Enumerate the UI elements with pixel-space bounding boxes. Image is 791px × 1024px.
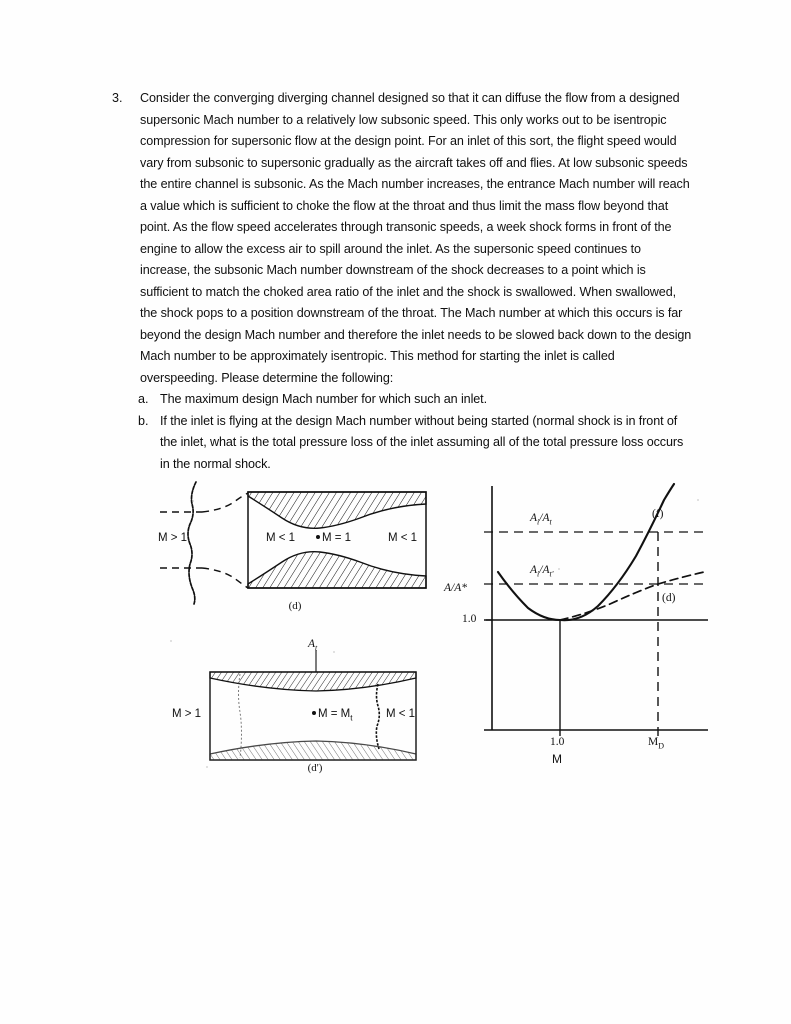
chart-ytick-1-text: 1.0 — [462, 613, 477, 625]
scan-speck — [697, 499, 699, 501]
subitem-b-text: If the inlet is flying at the design Mach number without being started (normal shock is in front of the inlet, what is the total pressure loss of the inlet assuming all of the total pressure loss occurs in the normal shock. — [160, 413, 684, 471]
chart-ylabel — [444, 582, 467, 594]
subitem-b-marker: b. — [138, 413, 149, 428]
chart-annotation-f — [652, 508, 664, 520]
inlet-plane-line — [239, 674, 242, 758]
chart-annotation-Ai-Atprime: $A_i/A_{t'}$ — [530, 564, 554, 579]
upper-wall-hatch — [248, 492, 426, 528]
figure-d-caption: (d) — [288, 600, 302, 612]
scan-speck — [170, 640, 172, 642]
chart-xlabel — [552, 752, 562, 766]
figure-d-label-exit: M < 1 — [388, 532, 418, 544]
normal-shock-line — [376, 684, 379, 749]
subitem-a-text: The maximum design Mach number for which such an inlet. — [160, 392, 487, 406]
figure-d-label-throat — [316, 532, 351, 544]
figure-d-label-upstream: M > 1 — [158, 532, 188, 544]
atprime-subscript: t' — [549, 569, 554, 579]
figure-d-label-inlet: M < 1 — [266, 532, 296, 544]
upper-wall-hatch-dprime — [210, 672, 416, 691]
chart-annotation-d — [662, 592, 675, 604]
curve-isentropic-area-ratio — [498, 484, 674, 620]
chart-ylabel-text: A/A* — [444, 582, 467, 594]
chart-xtick-1-text: 1.0 — [550, 736, 565, 748]
figure-dprime-swallowed-shock — [172, 638, 430, 795]
chart-axes — [484, 486, 708, 736]
problem-block — [112, 88, 692, 475]
figure-dprime-label-center — [312, 708, 353, 722]
lower-wall-hatch — [248, 552, 426, 588]
chart-reference-lines — [484, 532, 708, 730]
scan-speck — [558, 568, 560, 570]
ai-subscript: i — [537, 517, 540, 527]
streamtube-lower — [202, 568, 248, 588]
figure-area-ratio-chart — [444, 480, 715, 770]
figure-dprime-label-exit: M < 1 — [386, 708, 416, 720]
problem-main — [112, 88, 692, 389]
figure-dprime-center-text: M = M — [318, 708, 351, 720]
scan-speck — [192, 500, 194, 502]
figure-dprime-caption: (d') — [307, 762, 323, 774]
figure-d-throat-text: M = 1 — [322, 532, 352, 544]
center-point-marker — [312, 711, 316, 715]
figure-d-converging-diverging-channel — [160, 480, 430, 620]
problem-number: 3. — [112, 91, 123, 105]
chart-xtick-1 — [550, 736, 564, 748]
subitem-a-marker: a. — [138, 392, 149, 406]
chart-xtick-md-subscript: D — [658, 741, 665, 751]
streamtube-upper — [202, 493, 248, 512]
throat-area-subscript: t — [315, 643, 318, 653]
figure-dprime-center-subscript: t — [350, 713, 353, 723]
at-subscript: t — [549, 517, 552, 527]
chart-xtick-md: $M_D$ — [648, 736, 665, 751]
subitem-a — [138, 389, 692, 411]
problem-subitems — [112, 389, 692, 475]
figure-panel — [150, 480, 720, 800]
problem-text: Consider the converging diverging channel designed so that it can diffuse the flow from a designed supersonic Mach number to a relatively low subsonic speed. This only works out to be isentropic compression for supersonic flow at the design point. For an inlet of this sort, the flight speed would vary from subsonic to supersonic gradually as the aircraft takes off and flies. At low subsonic speeds the entire channel is subsonic. As the Mach number increases, the entrance Mach number will reach a value which is sufficient to choke the flow at the throat and thus limit the mass flow beyond that point. As the flow speed accelerates through transonic speeds, a week shock forms in front of the engine to allow the excess air to spill around the inlet. As the supersonic speed continues to increase, the subsonic Mach number downstream of the shock decreases to a point which is sufficient to match the choked area ratio of the inlet and the shock is swallowed. When swallowed, the shock pops to a position downstream of the throat. The Mach number at which this occurs is far beyond the design Mach number and therefore the inlet needs to be slowed back down to the design Mach number to be approximately isentropic. This method for starting the inlet is called overspeeding. Please determine the following: — [140, 91, 692, 385]
scan-speck — [206, 766, 208, 768]
chart-annotation-d-text: (d) — [662, 592, 676, 604]
subitem-b — [138, 411, 692, 476]
chart-xlabel-text: M — [552, 752, 562, 766]
area-ratio-chart-drawing — [450, 480, 715, 770]
chart-annotation-Ai-At: $A_i/A_t$ — [530, 512, 552, 527]
curve-unstarted-branch — [560, 572, 704, 620]
scan-speck — [333, 651, 335, 653]
chart-annotation-f-text: (f) — [652, 508, 664, 520]
figure-dprime-throat-area-label — [308, 638, 317, 652]
chart-ytick-1 — [462, 613, 476, 625]
throat-area-symbol: A — [308, 638, 316, 650]
ai2-subscript: i — [537, 569, 540, 579]
throat-point-marker — [316, 535, 320, 539]
figure-dprime-label-upstream: M > 1 — [172, 708, 202, 720]
